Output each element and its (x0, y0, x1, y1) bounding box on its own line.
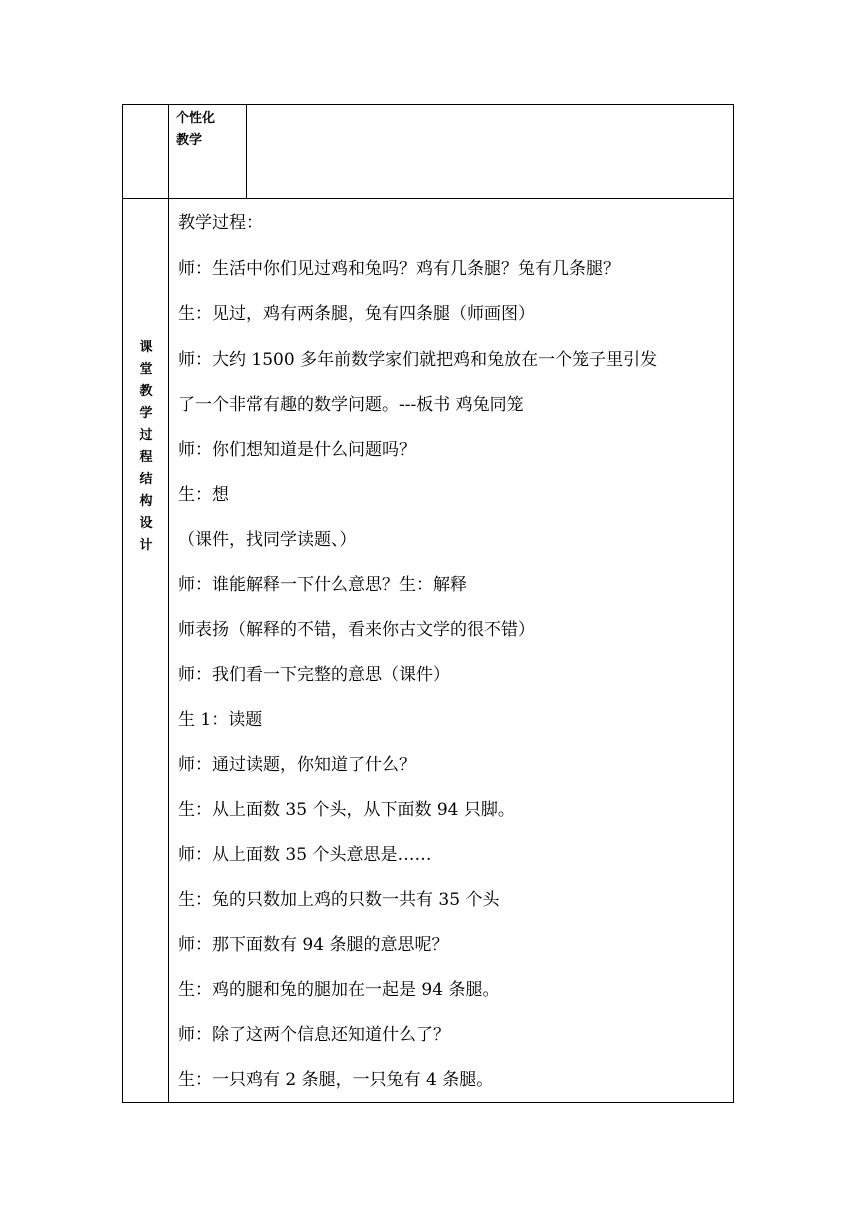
content-paragraph: 师：生活中你们见过鸡和兔吗？鸡有几条腿？兔有几条腿？ (178, 259, 620, 279)
table-top-border (122, 104, 734, 105)
row1-label-line: 个性化 (176, 111, 216, 126)
content-paragraph: 师：通过读题，你知道了什么？ (178, 755, 416, 775)
content-paragraph: 生：兔的只数加上鸡的只数一共有 35 个头 (178, 890, 500, 910)
content-paragraph: 生：从上面数 35 个头，从下面数 94 只脚。 (178, 800, 515, 820)
content-paragraph: 师：除了这两个信息还知道什么了？ (178, 1025, 450, 1045)
content-paragraph: 师：从上面数 35 个头意思是…… (178, 845, 432, 865)
column-divider (168, 104, 169, 1103)
table-right-border (733, 104, 734, 1103)
vertical-label-char: 课 (139, 340, 153, 355)
content-paragraph: 师：我们看一下完整的意思（课件） (178, 665, 450, 685)
table-bottom-border (122, 1102, 734, 1103)
row1-inner-divider (246, 104, 247, 199)
table-left-border (122, 104, 123, 1103)
content-paragraph: 师：那下面数有 94 条腿的意思呢？ (178, 935, 449, 955)
content-paragraph: 生：想 (178, 485, 229, 505)
content-paragraph: 生：见过，鸡有两条腿，兔有四条腿（师画图） (178, 304, 535, 324)
content-paragraph: 师：大约 1500 多年前数学家们就把鸡和兔放在一个笼子里引发 (178, 350, 658, 370)
content-paragraph: 教学过程： (178, 213, 263, 233)
content-paragraph: 了一个非常有趣的数学问题。---板书 鸡兔同笼 (178, 395, 524, 415)
vertical-label-char: 学 (139, 406, 153, 421)
row2-vertical-label (124, 337, 168, 557)
content-paragraph: 生：一只鸡有 2 条腿，一只兔有 4 条腿。 (178, 1070, 494, 1090)
content-paragraph: 生：鸡的腿和兔的腿加在一起是 94 条腿。 (178, 980, 500, 1000)
content-paragraph: 师：你们想知道是什么问题吗？ (178, 440, 416, 460)
content-paragraph: 生 1：读题 (178, 710, 263, 730)
row1-label-line: 教学 (176, 133, 203, 148)
content-paragraph: 师：谁能解释一下什么意思？生：解释 (178, 575, 467, 595)
vertical-label-char: 堂 (139, 362, 153, 377)
vertical-label-char: 程 (139, 450, 153, 465)
vertical-label-char: 计 (139, 538, 153, 553)
vertical-label-char: 教 (139, 384, 153, 399)
content-paragraph: （课件，找同学读题、） (178, 530, 357, 550)
content-paragraph: 师表扬（解释的不错，看来你古文学的很不错） (178, 620, 535, 640)
row-divider (122, 198, 734, 199)
vertical-label-char: 结 (139, 472, 153, 487)
vertical-label-char: 构 (139, 494, 153, 509)
vertical-label-char: 设 (139, 516, 153, 531)
row1-label (176, 108, 215, 152)
vertical-label-char: 过 (139, 428, 153, 443)
